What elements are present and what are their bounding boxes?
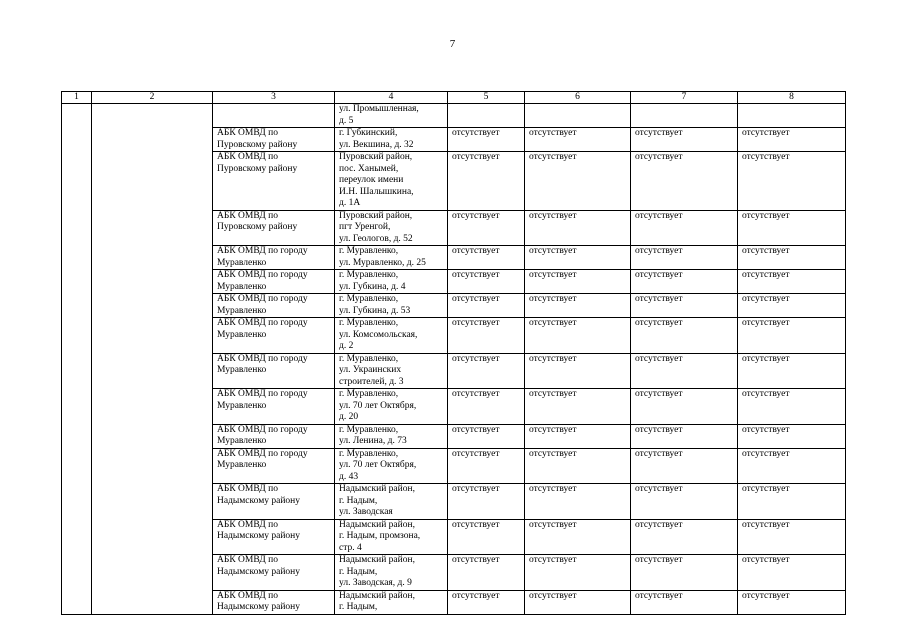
object-name-cell-line: АБК ОМВД по (217, 210, 278, 221)
object-name-cell (213, 270, 335, 294)
object-name-cell-line: Муравленко (217, 281, 267, 292)
status-cell-c7: отсутствует (631, 210, 738, 246)
object-name-cell-line: АБК ОМВД по городу (217, 424, 308, 435)
status-cell-c8: отсутствует (738, 353, 846, 389)
address-cell-line: Надымский район, (339, 519, 415, 530)
status-cell-c8: отсутствует (738, 519, 846, 555)
object-name-cell-line: Надымскому району (217, 531, 300, 541)
address-cell-line: пос. Ханымей, (339, 163, 399, 174)
address-cell (335, 246, 448, 270)
address-cell-line: г. Надым, (339, 602, 378, 612)
object-name-cell-line: АБК ОМВД по городу (217, 318, 308, 328)
status-cell-c6: отсутствует (525, 519, 631, 555)
object-name-cell (213, 246, 335, 270)
object-name-cell (213, 294, 335, 318)
address-cell (335, 448, 448, 484)
status-cell-c8: отсутствует (738, 424, 846, 448)
status-cell-c6: отсутствует (525, 484, 631, 520)
column-header: 2 (92, 92, 213, 104)
address-cell-line: ул. 70 лет Октября, (339, 460, 417, 470)
status-cell-c5: отсутствует (448, 519, 525, 555)
address-cell-line: г. Муравленко, (339, 353, 399, 364)
status-cell-c8: отсутствует (738, 590, 846, 614)
address-cell-line: г. Надым, (339, 495, 378, 506)
status-cell-c8: отсутствует (738, 389, 846, 425)
object-name-cell-line: Надымскому району (217, 602, 300, 612)
status-cell-c7: отсутствует (631, 389, 738, 425)
object-name-cell (213, 152, 335, 211)
status-cell-c6: отсутствует (525, 210, 631, 246)
object-name-cell-line: АБК ОМВД по городу (217, 246, 308, 256)
address-cell (335, 590, 448, 614)
address-cell-line: д. 2 (339, 341, 354, 351)
address-cell-line: переулок имени (339, 175, 404, 185)
address-cell-line: д. 1А (339, 198, 361, 208)
status-cell-c7: отсутствует (631, 555, 738, 591)
status-cell-c7 (631, 104, 738, 128)
status-cell-c7: отсутствует (631, 246, 738, 270)
address-cell-line: г. Муравленко, (339, 424, 399, 435)
object-name-cell-line: Муравленко (217, 305, 267, 316)
address-cell-line: стр. 4 (339, 542, 362, 553)
status-cell-c8: отсутствует (738, 270, 846, 294)
page-number: 7 (449, 38, 456, 50)
status-cell-c8: отсутствует (738, 246, 846, 270)
status-cell-c7: отсутствует (631, 424, 738, 448)
status-cell-c8: отсутствует (738, 448, 846, 484)
status-cell-c5: отсутствует (448, 555, 525, 591)
column-header: 4 (335, 92, 448, 104)
status-cell-c8: отсутствует (738, 294, 846, 318)
object-name-cell-line: Муравленко (217, 365, 267, 375)
status-cell-c7: отсутствует (631, 519, 738, 555)
object-name-cell (213, 590, 335, 614)
address-cell-line: д. 20 (339, 412, 359, 422)
address-cell (335, 210, 448, 246)
address-cell-line: Пуровский район, (339, 210, 413, 221)
address-cell-line: г. Надым, промзона, (339, 531, 421, 541)
status-cell-c6: отсутствует (525, 389, 631, 425)
status-cell-c6: отсутствует (525, 448, 631, 484)
object-name-cell-line: Муравленко (217, 400, 267, 411)
object-name-cell (213, 104, 335, 128)
status-cell-c5: отсутствует (448, 590, 525, 614)
status-cell-c5: отсутствует (448, 152, 525, 211)
status-cell-c8: отсутствует (738, 152, 846, 211)
status-cell-c7: отсутствует (631, 448, 738, 484)
column-header: 8 (738, 92, 846, 104)
status-cell-c5: отсутствует (448, 294, 525, 318)
status-cell-c5: отсутствует (448, 318, 525, 354)
object-name-cell-line: Надымскому району (217, 566, 300, 577)
status-cell-c8: отсутствует (738, 555, 846, 591)
address-cell-line: ул. Геологов, д. 52 (339, 233, 413, 244)
status-cell-c7: отсутствует (631, 484, 738, 520)
status-cell-c6: отсутствует (525, 353, 631, 389)
object-name-cell-line: Пуровскому району (217, 163, 298, 174)
address-cell-line: Надымский район, (339, 484, 415, 494)
status-cell-c5: отсутствует (448, 128, 525, 152)
status-cell-c6: отсутствует (525, 246, 631, 270)
object-name-cell-line: Муравленко (217, 329, 267, 340)
status-cell-c7: отсутствует (631, 128, 738, 152)
address-cell-line: г. Муравленко, (339, 246, 399, 256)
object-name-cell-line: Муравленко (217, 257, 267, 268)
status-cell-c5: отсутствует (448, 448, 525, 484)
column-header: 6 (525, 92, 631, 104)
address-cell-line: ул. Губкина, д. 53 (339, 305, 411, 316)
address-cell (335, 270, 448, 294)
object-name-cell-line: АБК ОМВД по (217, 128, 278, 138)
address-cell-line: г. Муравленко, (339, 294, 399, 304)
address-cell-line: ул. Ленина, д. 73 (339, 436, 407, 446)
object-name-cell (213, 389, 335, 425)
status-cell-c8: отсутствует (738, 210, 846, 246)
status-cell-c8 (738, 104, 846, 128)
table-header-row (62, 92, 846, 104)
object-name-cell-line: Надымскому району (217, 495, 300, 506)
object-name-cell (213, 128, 335, 152)
address-cell-line: д. 5 (339, 115, 354, 126)
status-cell-c5 (448, 104, 525, 128)
status-cell-c5: отсутствует (448, 246, 525, 270)
object-name-cell-line: АБК ОМВД по городу (217, 389, 308, 399)
object-name-cell-line: АБК ОМВД по городу (217, 448, 308, 459)
column-header: 1 (62, 92, 92, 104)
status-cell-c6 (525, 104, 631, 128)
address-cell (335, 104, 448, 128)
object-name-cell-line: Муравленко (217, 436, 267, 446)
status-cell-c6: отсутствует (525, 318, 631, 354)
address-cell (335, 294, 448, 318)
status-cell-c5: отсутствует (448, 484, 525, 520)
address-cell (335, 128, 448, 152)
object-name-cell-line: АБК ОМВД по (217, 519, 278, 530)
status-cell-c6: отсутствует (525, 590, 631, 614)
address-cell-line: Надымский район, (339, 590, 415, 601)
object-name-cell (213, 519, 335, 555)
column-header: 3 (213, 92, 335, 104)
address-cell (335, 152, 448, 211)
object-name-cell-line: АБК ОМВД по (217, 555, 278, 565)
document-table (61, 91, 846, 615)
address-cell (335, 555, 448, 591)
object-name-cell-line: Муравленко (217, 460, 267, 470)
status-cell-c6: отсутствует (525, 555, 631, 591)
status-cell-c6: отсутствует (525, 128, 631, 152)
status-cell-c6: отсутствует (525, 152, 631, 211)
address-cell-line: ул. 70 лет Октября, (339, 400, 417, 411)
address-cell-line: пгт Уренгой, (339, 222, 391, 232)
column-header: 7 (631, 92, 738, 104)
status-cell-c7: отсутствует (631, 294, 738, 318)
status-cell-c6: отсутствует (525, 270, 631, 294)
address-cell (335, 353, 448, 389)
address-cell (335, 318, 448, 354)
object-name-cell (213, 424, 335, 448)
address-cell-line: г. Муравленко, (339, 389, 399, 399)
object-name-cell (213, 353, 335, 389)
cell-col-1 (62, 104, 92, 615)
address-cell-line: г. Муравленко, (339, 318, 399, 328)
status-cell-c8: отсутствует (738, 128, 846, 152)
address-cell-line: ул. Губкина, д. 4 (339, 281, 406, 292)
address-cell-line: строителей, д. 3 (339, 376, 404, 387)
status-cell-c7: отсутствует (631, 590, 738, 614)
table-body (62, 104, 846, 615)
address-cell (335, 519, 448, 555)
column-header: 5 (448, 92, 525, 104)
object-name-cell-line: Пуровскому району (217, 139, 298, 150)
address-cell-line: ул. Украинских (339, 365, 402, 375)
status-cell-c7: отсутствует (631, 152, 738, 211)
object-name-cell (213, 210, 335, 246)
address-cell-line: г. Надым, (339, 566, 378, 577)
address-cell-line: г. Губкинский, (339, 128, 398, 138)
address-cell-line: ул. Векшина, д. 32 (339, 139, 414, 150)
address-cell-line: ул. Заводская (339, 507, 393, 517)
object-name-cell-line: АБК ОМВД по (217, 590, 278, 601)
status-cell-c8: отсутствует (738, 484, 846, 520)
status-cell-c5: отсутствует (448, 389, 525, 425)
table-row (62, 104, 846, 128)
address-cell-line: ул. Заводская, д. 9 (339, 578, 412, 588)
object-name-cell (213, 555, 335, 591)
address-cell (335, 484, 448, 520)
object-name-cell-line: АБК ОМВД по (217, 152, 278, 162)
status-cell-c6: отсутствует (525, 294, 631, 318)
address-cell-line: И.Н. Шалышкина, (339, 186, 414, 197)
object-name-cell (213, 318, 335, 354)
status-cell-c5: отсутствует (448, 353, 525, 389)
object-name-cell-line: АБК ОМВД по городу (217, 294, 308, 304)
address-cell-line: Надымский район, (339, 555, 415, 565)
address-cell-line: ул. Муравленко, д. 25 (339, 257, 426, 268)
object-name-cell-line: АБК ОМВД по городу (217, 270, 308, 280)
object-name-cell-line: АБК ОМВД по (217, 484, 278, 494)
address-cell (335, 424, 448, 448)
status-cell-c8: отсутствует (738, 318, 846, 354)
status-cell-c5: отсутствует (448, 270, 525, 294)
address-cell-line: д. 43 (339, 471, 359, 482)
object-name-cell (213, 484, 335, 520)
status-cell-c5: отсутствует (448, 210, 525, 246)
object-name-cell-line: АБК ОМВД по городу (217, 353, 308, 364)
object-name-cell (213, 448, 335, 484)
status-cell-c7: отсутствует (631, 270, 738, 294)
address-cell-line: ул. Промышленная, (339, 104, 419, 114)
address-cell-line: г. Муравленко, (339, 448, 399, 459)
address-cell-line: Пуровский район, (339, 152, 413, 162)
address-cell (335, 389, 448, 425)
address-cell-line: ул. Комсомольская, (339, 329, 418, 340)
status-cell-c6: отсутствует (525, 424, 631, 448)
status-cell-c7: отсутствует (631, 318, 738, 354)
cell-col-2 (92, 104, 213, 615)
status-cell-c5: отсутствует (448, 424, 525, 448)
object-name-cell-line: Пуровскому району (217, 222, 298, 232)
status-cell-c7: отсутствует (631, 353, 738, 389)
address-cell-line: г. Муравленко, (339, 270, 399, 280)
